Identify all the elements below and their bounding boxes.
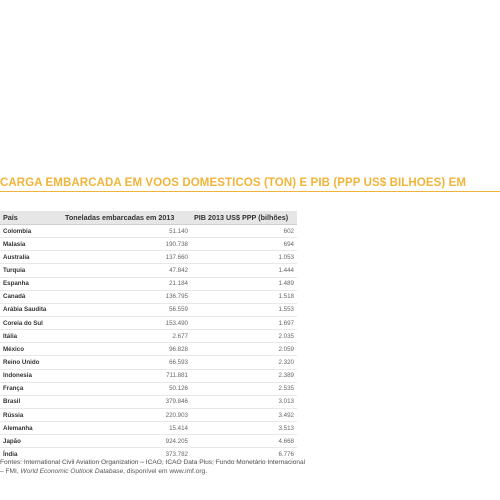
cell-country: Índia: [0, 448, 62, 461]
source-database-name: World Economic Outlook Database: [20, 468, 124, 475]
table-row: [0, 316, 297, 329]
cell-tons: 50.126: [62, 382, 191, 395]
cell-country: Arábia Saudita: [0, 303, 62, 316]
cell-country: Brasil: [0, 395, 62, 408]
table-row: [0, 290, 297, 303]
cell-country: Malasia: [0, 238, 62, 251]
cell-tons: 924.205: [62, 435, 191, 448]
cell-country: Indonesia: [0, 369, 62, 382]
cell-country: Japão: [0, 435, 62, 448]
header-country: País: [0, 211, 62, 225]
table-row: [0, 395, 297, 408]
table-row: [0, 356, 297, 369]
table-row: [0, 264, 297, 277]
page-title: CARGA EMBARCADA EM VOOS DOMÉSTICOS (TON) E PIB (PPP US$ BILHÕES) EM: [0, 177, 500, 192]
cell-gdp: 3.013: [191, 395, 297, 408]
table-row: [0, 303, 297, 316]
cell-gdp: 602: [191, 225, 297, 238]
data-table: [0, 211, 297, 462]
cell-gdp: 4.668: [191, 435, 297, 448]
cell-gdp: 694: [191, 238, 297, 251]
cell-gdp: 2.535: [191, 382, 297, 395]
table-row: [0, 343, 297, 356]
source-note: [0, 458, 305, 476]
cell-country: Reino Unido: [0, 356, 62, 369]
table-row: [0, 277, 297, 290]
cell-gdp: 2.320: [191, 356, 297, 369]
cell-gdp: 3.492: [191, 408, 297, 421]
cell-country: Canadá: [0, 290, 62, 303]
cell-country: Rússia: [0, 408, 62, 421]
cell-gdp: 1.053: [191, 251, 297, 264]
header-tons: Toneladas embarcadas em 2013: [62, 211, 191, 225]
cell-tons: 220.903: [62, 408, 191, 421]
cell-tons: 66.593: [62, 356, 191, 369]
cell-gdp: 1.489: [191, 277, 297, 290]
cell-tons: 51.140: [62, 225, 191, 238]
cell-country: Turquia: [0, 264, 62, 277]
table-row: [0, 408, 297, 421]
cell-country: França: [0, 382, 62, 395]
cell-tons: 373.782: [62, 448, 191, 461]
cell-country: Australia: [0, 251, 62, 264]
cell-country: Coreia do Sul: [0, 316, 62, 329]
table-row: [0, 238, 297, 251]
cell-gdp: 1.518: [191, 290, 297, 303]
cell-gdp: 1.697: [191, 316, 297, 329]
cell-gdp: 2.035: [191, 330, 297, 343]
source-line-2: – FMI, World Economic Outlook Database, disponível em www.imf.org.: [0, 468, 208, 475]
table-row: [0, 225, 297, 238]
table-row: [0, 435, 297, 448]
cell-gdp: 6.776: [191, 448, 297, 461]
table-header-row: [0, 211, 297, 225]
cell-country: México: [0, 343, 62, 356]
source-line-1: Fontes: International Civil Aviation Organization – ICAO, ICAO Data Plus; Fundo Monetário Internacional: [0, 459, 306, 466]
cell-tons: 153.490: [62, 316, 191, 329]
cell-tons: 21.184: [62, 277, 191, 290]
cell-tons: 190.738: [62, 238, 191, 251]
cell-tons: 56.559: [62, 303, 191, 316]
cell-country: Espanha: [0, 277, 62, 290]
cell-gdp: 3.513: [191, 422, 297, 435]
table-row: [0, 251, 297, 264]
cell-country: Alemanha: [0, 422, 62, 435]
cell-tons: 711.881: [62, 369, 191, 382]
cell-tons: 47.842: [62, 264, 191, 277]
cell-gdp: 2.389: [191, 369, 297, 382]
cell-tons: 379.846: [62, 395, 191, 408]
table-row: [0, 422, 297, 435]
table-row: [0, 382, 297, 395]
header-gdp: PIB 2013 US$ PPP (bilhões): [191, 211, 297, 225]
cell-gdp: 2.059: [191, 343, 297, 356]
cell-tons: 15.414: [62, 422, 191, 435]
table-row: [0, 330, 297, 343]
cell-gdp: 1.444: [191, 264, 297, 277]
cell-tons: 136.795: [62, 290, 191, 303]
cell-country: Colombia: [0, 225, 62, 238]
cell-country: Itália: [0, 330, 62, 343]
table-row: [0, 369, 297, 382]
cell-gdp: 1.553: [191, 303, 297, 316]
cell-tons: 96.828: [62, 343, 191, 356]
cell-tons: 2.677: [62, 330, 191, 343]
cell-tons: 137.660: [62, 251, 191, 264]
